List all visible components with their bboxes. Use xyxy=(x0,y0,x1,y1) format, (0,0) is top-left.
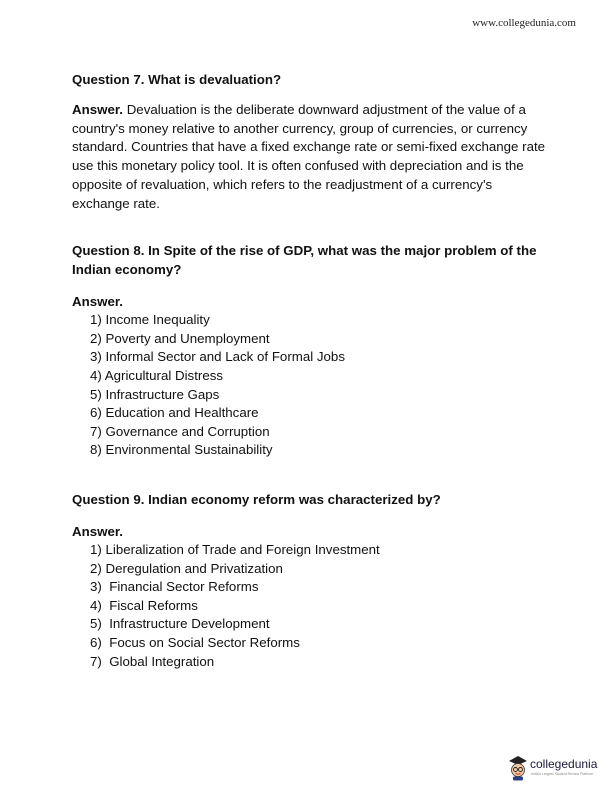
list-item: 1) Income Inequality xyxy=(90,312,210,328)
list-item: 8) Environmental Sustainability xyxy=(90,442,273,458)
list-item: 6) Focus on Social Sector Reforms xyxy=(90,634,300,650)
question-8-heading: Question 8. In Spite of the rise of GDP, what was the major problem of the Indian economy? xyxy=(72,243,537,278)
list-item: 5) Infrastructure Development xyxy=(90,616,270,632)
list-item: 2) Poverty and Unemployment xyxy=(90,330,270,346)
question-9-heading: Question 9. Indian economy reform was characterized by? xyxy=(72,491,441,507)
logo-text: collegedunia xyxy=(530,757,598,771)
site-url[interactable]: www.collegedunia.com xyxy=(472,17,576,29)
collegedunia-logo[interactable] xyxy=(507,753,607,783)
answer-text: Devaluation is the deliberate downward adjustment of the value of a country's money relative to another currency, group of currencies, or currency standard. Countries that have a fixed exchange rate or semi-fixed exchange rate use this monetary policy tool. It is often confused with depreciation and is the opposite of revaluation, which refers to the readjustment of a currency's exchange rate. xyxy=(72,102,546,211)
list-item: 7) Governance and Corruption xyxy=(90,423,270,439)
question-7-heading: Question 7. What is devaluation? xyxy=(72,72,282,87)
document-body xyxy=(72,70,547,671)
list-item: 7) Global Integration xyxy=(90,653,215,669)
answer-label: Answer. xyxy=(72,102,123,117)
question-9-answer-label: Answer. xyxy=(72,523,123,539)
list-item: 4) Fiscal Reforms xyxy=(90,597,198,613)
question-8-answer-label: Answer. xyxy=(72,294,123,310)
list-item: 4) Agricultural Distress xyxy=(90,368,224,383)
logo-tagline: India's Largest Student Review Platform xyxy=(531,772,594,776)
mascot-icon xyxy=(507,753,529,781)
question-8-answer-list xyxy=(72,311,547,460)
list-item: 2) Deregulation and Privatization xyxy=(90,560,283,576)
list-item: 1) Liberalization of Trade and Foreign Investment xyxy=(90,541,380,557)
question-7-answer xyxy=(72,101,547,213)
list-item: 5) Infrastructure Gaps xyxy=(90,386,220,402)
list-item: 3) Informal Sector and Lack of Formal Jobs xyxy=(90,349,345,365)
question-9-answer-list xyxy=(72,541,547,671)
list-item: 3) Financial Sector Reforms xyxy=(90,579,259,595)
list-item: 6) Education and Healthcare xyxy=(90,405,259,421)
